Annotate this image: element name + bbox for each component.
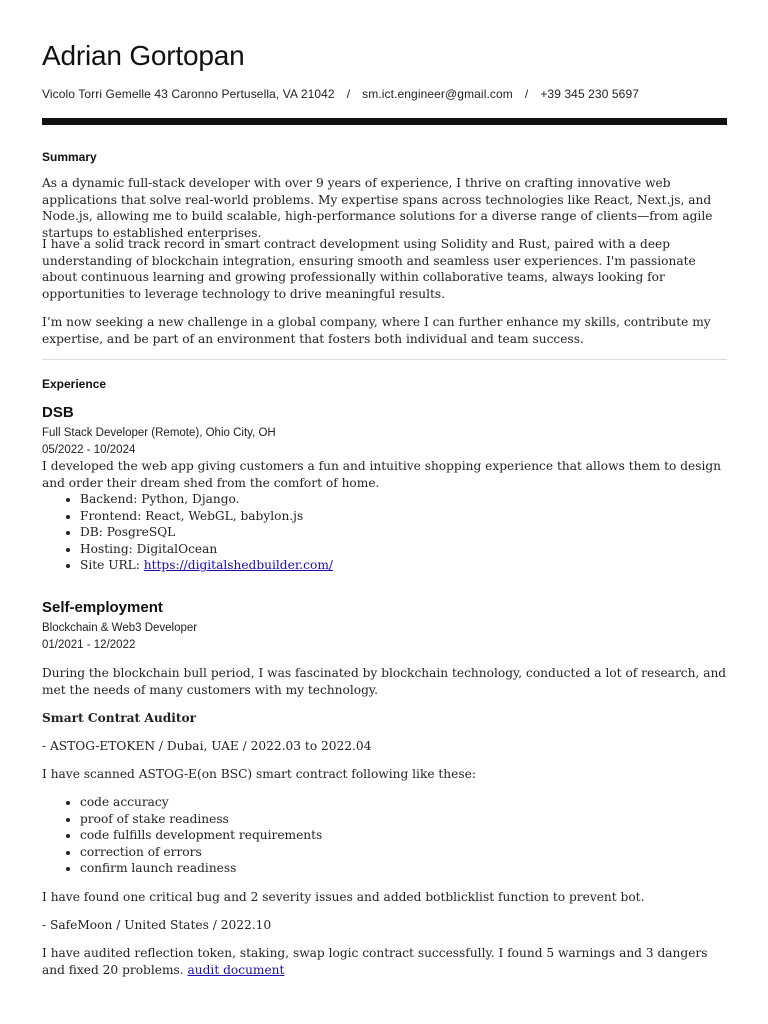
audit-checklist: [42, 794, 322, 877]
list-item: • Frontend: React, WebGL, babylon.js: [80, 508, 333, 525]
contact-line: [42, 87, 639, 101]
list-item: • Hosting: DigitalOcean: [80, 541, 333, 558]
section-divider: [42, 359, 727, 360]
project-line: - ASTOG-ETOKEN / Dubai, UAE / 2022.03 to 2022.04: [42, 739, 372, 753]
summary-paragraph: I have a solid track record in smart contract development using Solidity and Rust, paired with a deep understanding of blockchain integration, ensuring smooth and seamless user experiences. I'm passionate about continuous learning and growing professionally within collaborative teams, always looking for opportunities to leverage technology to drive meaningful results.: [42, 237, 696, 301]
job-dates: 01/2021 - 12/2022: [42, 639, 136, 651]
site-url-label: Site URL:: [80, 558, 140, 573]
phone-text: +39 345 230 5697: [540, 87, 640, 101]
list-item: • proof of stake readiness: [80, 811, 322, 828]
company-name: DSB: [42, 404, 74, 421]
project-result-text: I have audited reflection token, staking, swap logic contract successfully. I found 5 warnings and 3 dangers and fixed 20 problems.: [42, 946, 708, 977]
list-item: • code fulfills development requirements: [80, 827, 322, 844]
contact-separator: /: [524, 87, 529, 101]
project-line: - SafeMoon / United States / 2022.10: [42, 918, 272, 932]
job-role: Full Stack Developer (Remote), Ohio City, OH: [42, 427, 276, 439]
candidate-name: Adrian Gortopan: [42, 40, 245, 71]
project-result: [42, 945, 727, 978]
list-item: • confirm launch readiness: [80, 860, 322, 877]
job-subheading: Smart Contrat Auditor: [42, 711, 197, 725]
audit-document-link[interactable]: audit document: [187, 962, 285, 977]
summary-paragraph: As a dynamic full-stack developer with over 9 years of experience, I thrive on crafting innovative web applications that solve real-world problems. My expertise spans across technologies like React, Next.js, and Node.js, allowing me to build scalable, high-performance solutions for a diverse range of clients—from agile startups to established enterprises.: [42, 176, 713, 240]
job-description: I developed the web app giving customers a fun and intuitive shopping experience that allows them to design and order their dream shed from the comfort of home.: [42, 459, 722, 490]
experience-heading: Experience: [42, 377, 107, 391]
list-item: • Backend: Python, Django.: [80, 491, 333, 508]
address-text: Vicolo Torri Gemelle 43 Caronno Pertusella, VA 21042: [42, 87, 335, 101]
list-item: • correction of errors: [80, 844, 322, 861]
list-item: • DB: PosgreSQL: [80, 524, 333, 541]
job-role: Blockchain & Web3 Developer: [42, 622, 198, 634]
list-item: [80, 557, 333, 574]
project-intro: I have scanned ASTOG-E(on BSC) smart contract following like these:: [42, 767, 476, 781]
email-text: sm.ict.engineer@gmail.com: [362, 87, 513, 101]
header-divider: [42, 118, 727, 125]
summary-heading: Summary: [42, 150, 97, 164]
site-url-link[interactable]: https://digitalshedbuilder.com/: [143, 558, 334, 573]
job-description: During the blockchain bull period, I was fascinated by blockchain technology, conducted a lot of research, and met the needs of many customers with my technology.: [42, 666, 727, 697]
project-result: I have found one critical bug and 2 severity issues and added botblicklist function to prevent bot.: [42, 890, 645, 904]
company-name: Self-employment: [42, 599, 163, 616]
tech-stack-list: [42, 491, 333, 574]
summary-paragraph: I’m now seeking a new challenge in a global company, where I can further enhance my skills, contribute my expertise, and be part of an environment that fosters both individual and team success.: [42, 315, 711, 346]
contact-separator: /: [346, 87, 351, 101]
list-item: • code accuracy: [80, 794, 322, 811]
job-dates: 05/2022 - 10/2024: [42, 444, 136, 456]
